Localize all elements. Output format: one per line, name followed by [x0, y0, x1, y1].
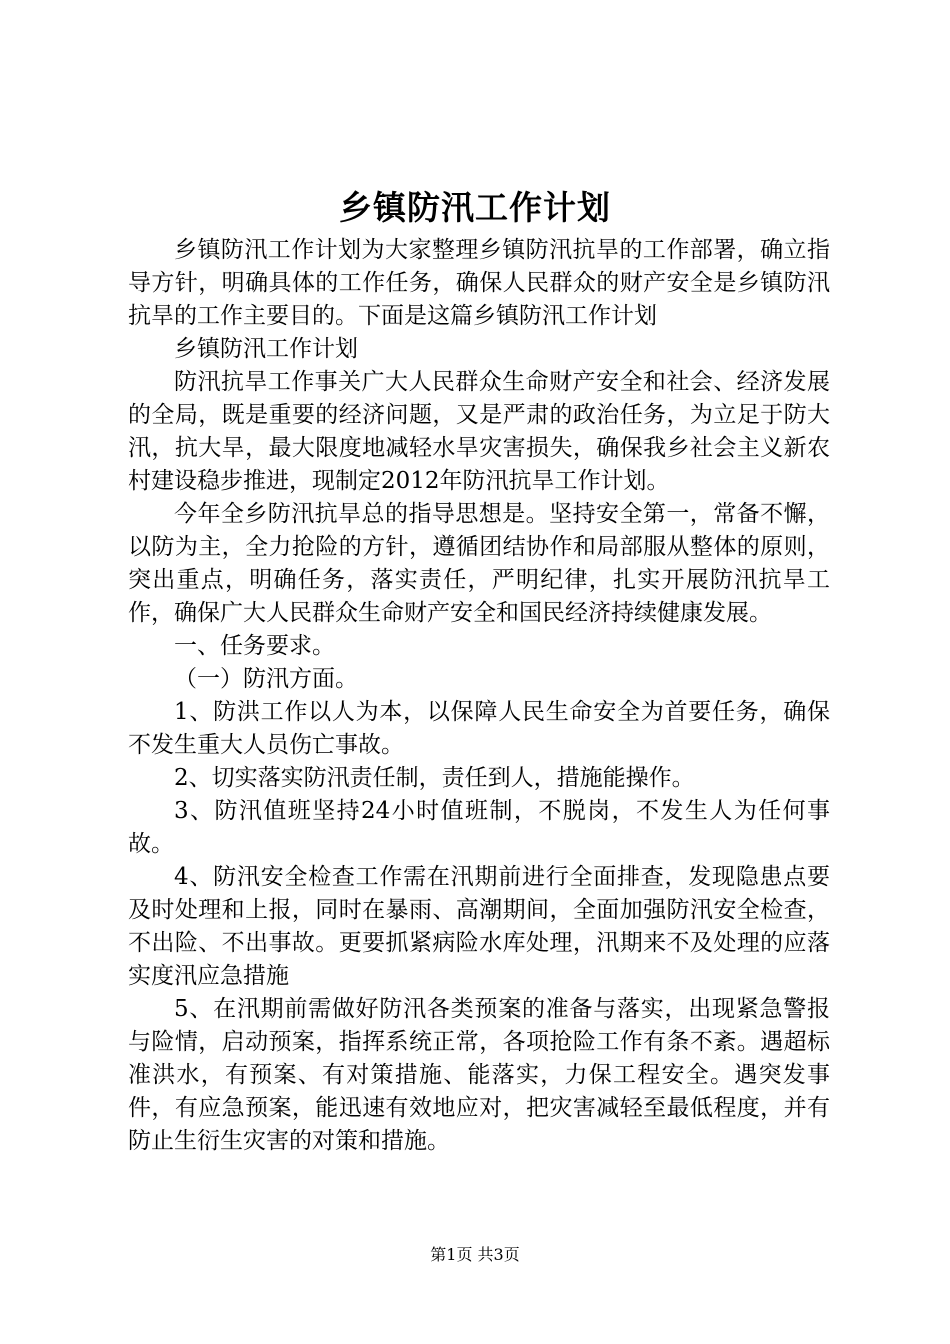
document-body: [128, 234, 830, 1158]
list-item-4: 4、防汛安全检查工作需在汛期前进行全面排查，发现隐患点要及时处理和上报，同时在暴雨、高潮期间，全面加强防汛安全检查，不出险、不出事故。更要抓紧病险水库处理，汛期来不及处理的应落实度汛应急措施: [128, 864, 830, 989]
list-item-2: 2、切实落实防汛责任制，责任到人，措施能操作。: [174, 765, 695, 791]
list-item-3: 3、防汛值班坚持24小时值班制，不脱岗，不发生人为任何事故。: [128, 798, 830, 857]
subsection-heading-flood: （一）防汛方面。: [174, 666, 358, 692]
list-item-5: 5、在汛期前需做好防汛各类预案的准备与落实，出现紧急警报与险情，启动预案，指挥系统正常，各项抢险工作有条不紊。遇超标准洪水，有预案、有对策措施、能落实，力保工程安全。遇突发事件，有应急预案，能迅速有效地应对，把灾害减轻至最低程度，并有防止生衍生灾害的对策和措施。: [128, 996, 830, 1154]
page-footer: 第1页 共3页: [430, 1245, 520, 1264]
list-item-1: 1、防洪工作以人为本，以保障人民生命安全为首要任务，确保不发生重大人员伤亡事故。: [128, 699, 830, 758]
section-heading-tasks: 一、任务要求。: [174, 633, 335, 659]
paragraph-intro: 乡镇防汛工作计划为大家整理乡镇防汛抗旱的工作部署，确立指导方针，明确具体的工作任务，确保人民群众的财产安全是乡镇防汛抗旱的工作主要目的。下面是这篇乡镇防汛工作计划: [128, 237, 830, 329]
paragraph-guiding-idea: 今年全乡防汛抗旱总的指导思想是。坚持安全第一，常备不懈，以防为主，全力抢险的方针，遵循团结协作和局部服从整体的原则，突出重点，明确任务，落实责任，严明纪律，扎实开展防汛抗旱工作，确保广大人民群众生命财产安全和国民经济持续健康发展。: [128, 501, 830, 626]
paragraph-background: 防汛抗旱工作事关广大人民群众生命财产安全和社会、经济发展的全局，既是重要的经济问题，又是严肃的政治任务，为立足于防大汛，抗大旱，最大限度地减轻水旱灾害损失，确保我乡社会主义新农村建设稳步推进，现制定2012年防汛抗旱工作计划。: [128, 369, 830, 494]
paragraph-subtitle: 乡镇防汛工作计划: [174, 336, 358, 362]
document-title: 乡镇防汛工作计划: [339, 188, 611, 227]
